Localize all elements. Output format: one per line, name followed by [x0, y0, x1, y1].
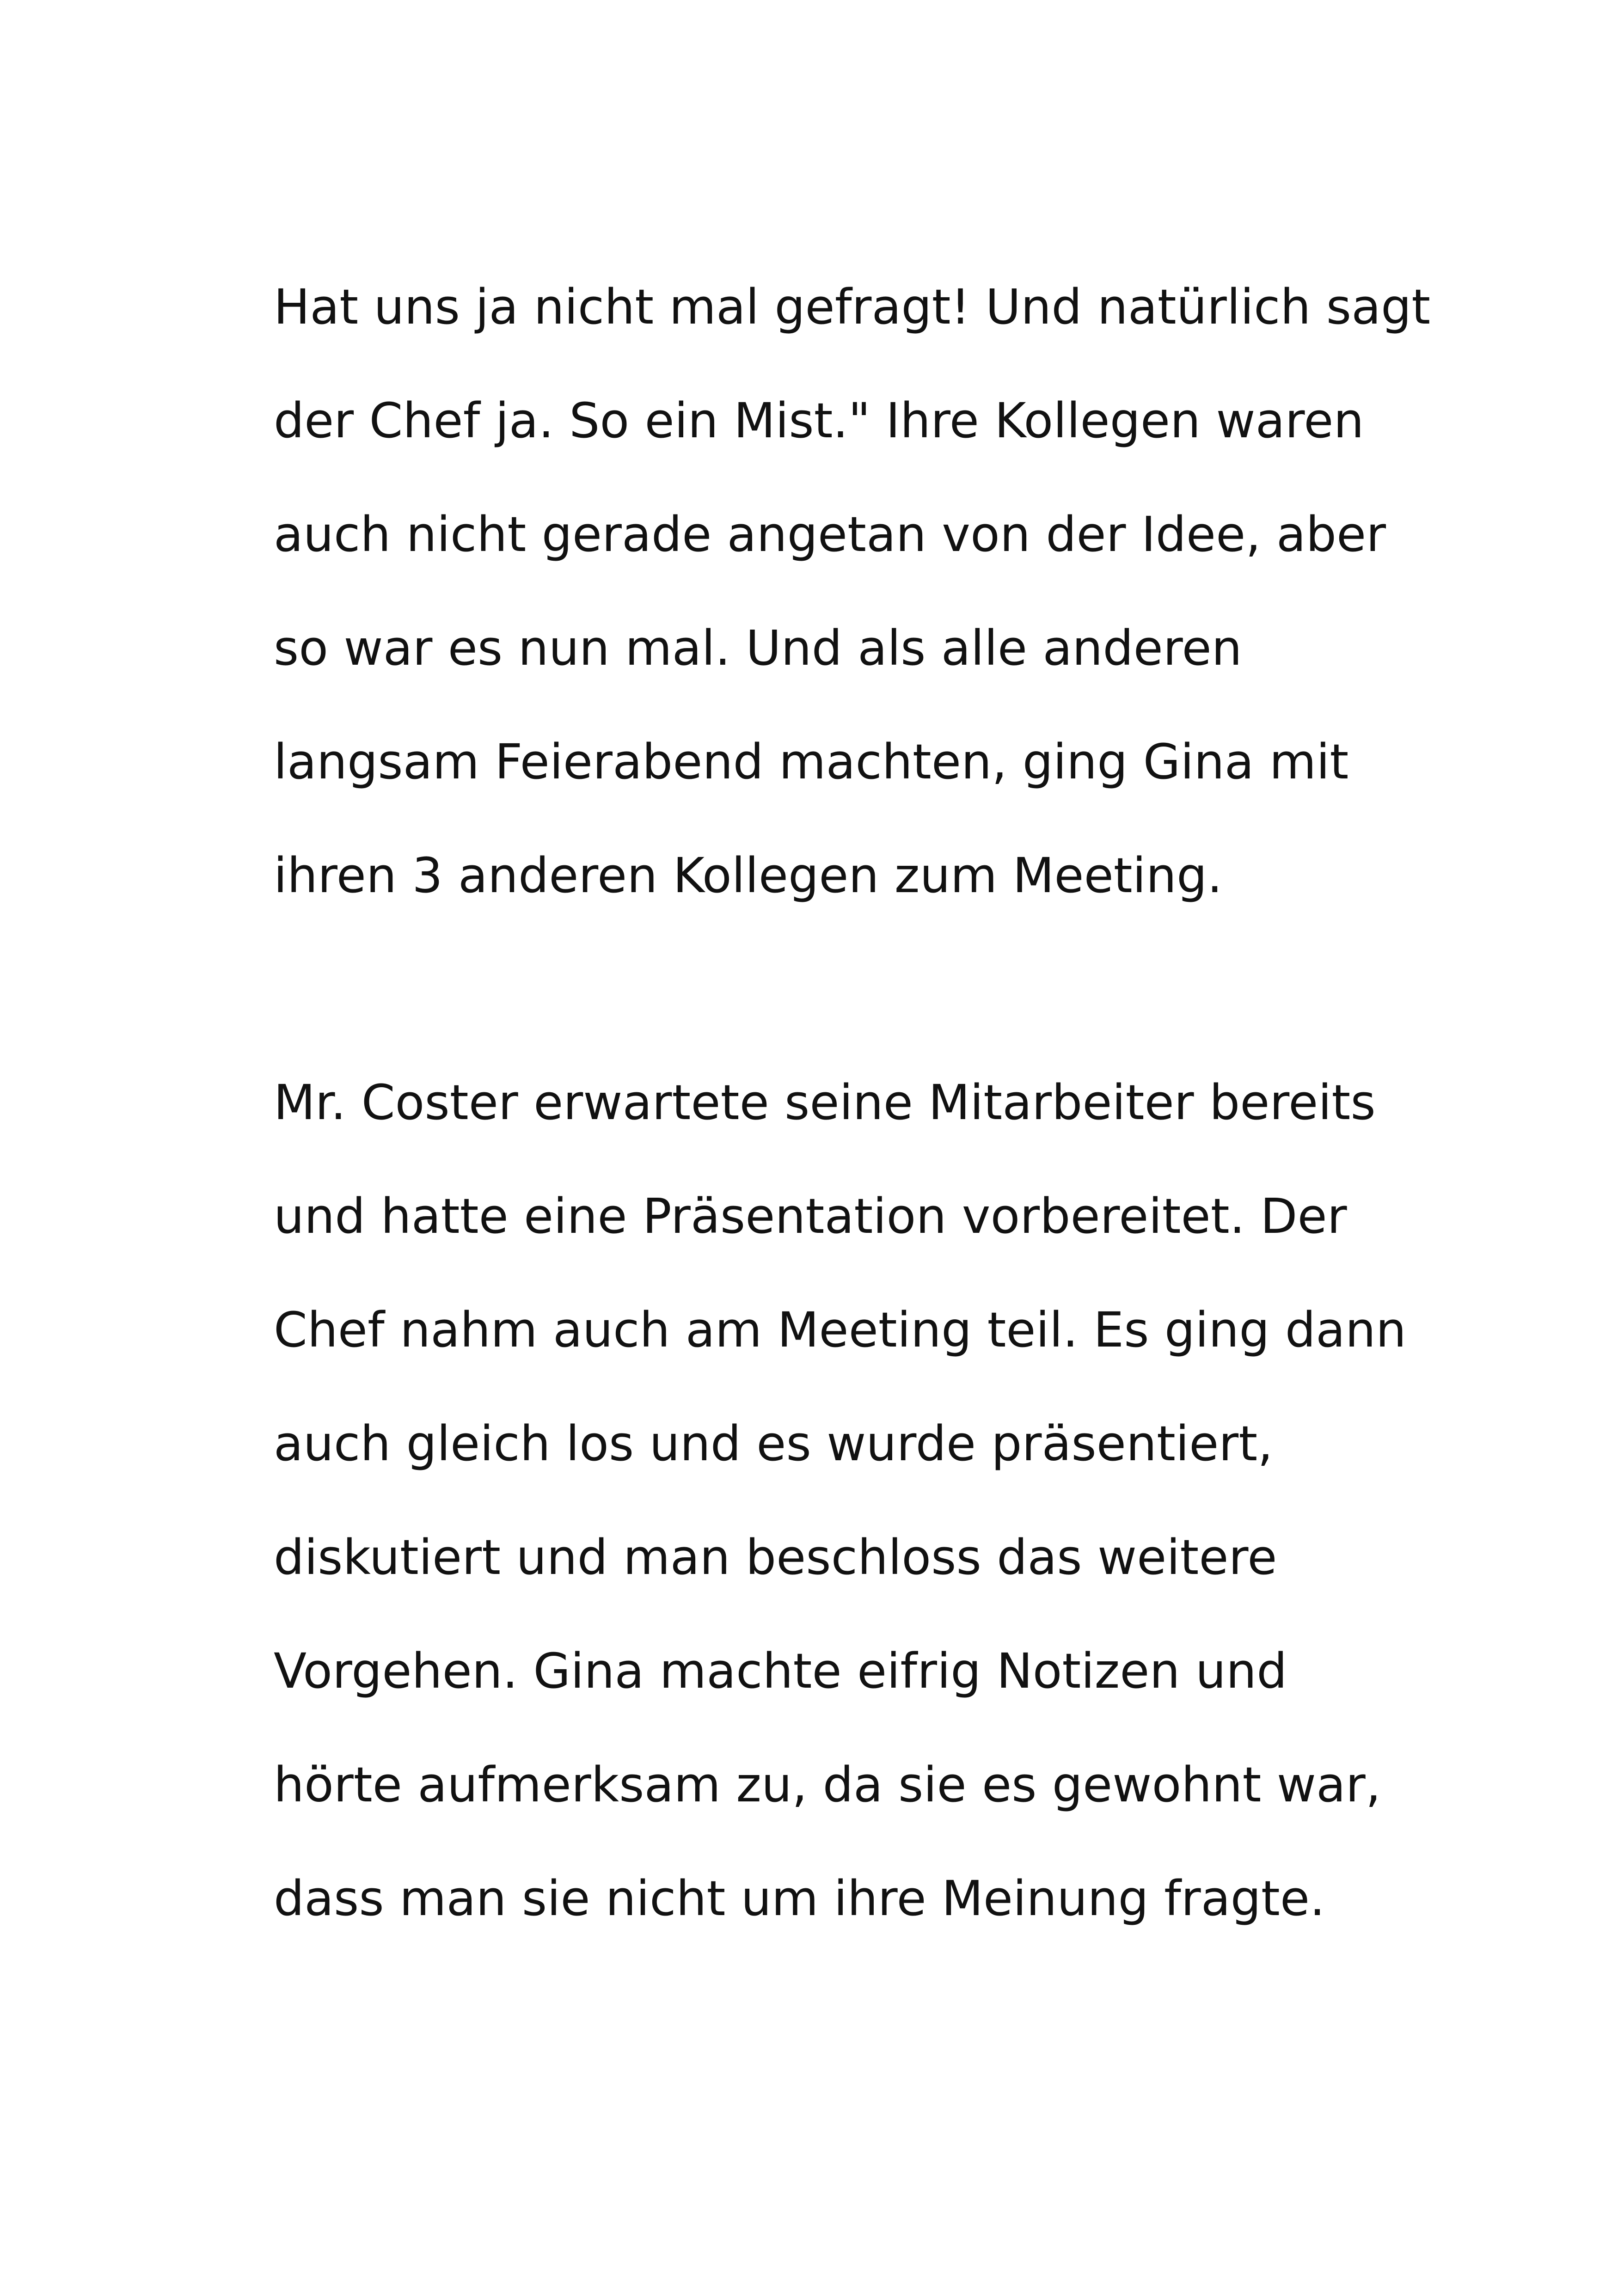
- paragraph-2: [274, 1046, 1407, 1955]
- text-line: hörte aufmerksam zu, da sie es gewohnt war,: [274, 1757, 1381, 1813]
- text-line: Hat uns ja nicht mal gefragt! Und natürlich sagt: [274, 279, 1431, 335]
- text-line: Vorgehen. Gina machte eifrig Notizen und: [274, 1643, 1287, 1699]
- text-line: und hatte eine Präsentation vorbereitet. Der: [274, 1188, 1347, 1244]
- text-line: der Chef ja. So ein Mist." Ihre Kollegen waren: [274, 392, 1364, 449]
- text-line: diskutiert und man beschloss das weitere: [274, 1529, 1277, 1586]
- text-line: auch nicht gerade angetan von der Idee, aber: [274, 506, 1386, 563]
- text-line: Mr. Coster erwartete seine Mitarbeiter bereits: [274, 1074, 1376, 1131]
- text-line: dass man sie nicht um ihre Meinung fragte.: [274, 1870, 1325, 1927]
- text-line: so war es nun mal. Und als alle anderen: [274, 620, 1242, 676]
- text-line: ihren 3 anderen Kollegen zum Meeting.: [274, 847, 1223, 904]
- paragraph-1: [274, 250, 1431, 932]
- text-line: auch gleich los und es wurde präsentiert,: [274, 1415, 1273, 1472]
- text-line: Chef nahm auch am Meeting teil. Es ging dann: [274, 1302, 1407, 1358]
- text-line: langsam Feierabend machten, ging Gina mit: [274, 734, 1349, 790]
